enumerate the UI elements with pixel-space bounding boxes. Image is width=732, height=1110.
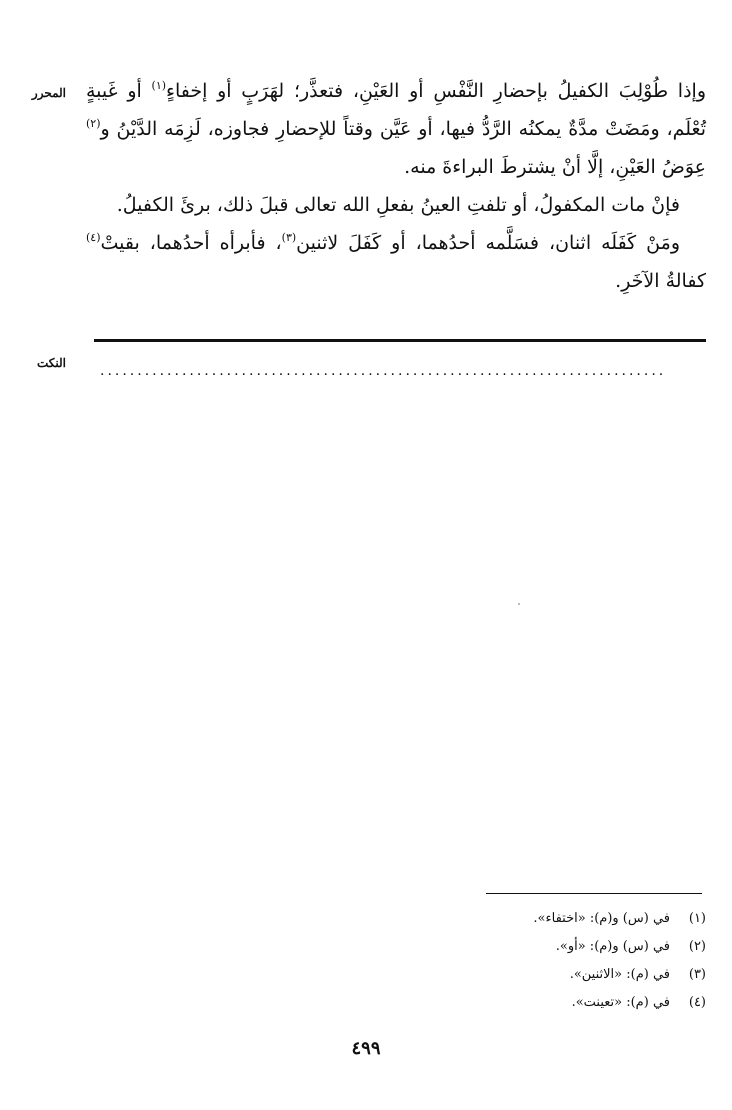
footnote-text: في (م): «الاثنين».: [569, 967, 670, 982]
footnote-2: [430, 933, 706, 961]
section-divider: [94, 339, 706, 342]
footnote-number: (٣): [688, 967, 706, 982]
footnote-text: في (س) و(م): «أو».: [555, 939, 670, 954]
paragraph-1-part-2: أو غَيبةٍ تُعْلَم، ومَضَتْ مدَّةٌ يمكنُه الرَّدُّ فيها، أو عَيَّن وقتاً للإحضارِ فجاوزه، لَزِمَه الدَّيْنُ و: [86, 80, 706, 140]
footnote-ref-2: (٢): [86, 117, 101, 130]
paragraph-1: [86, 72, 706, 186]
footnote-text: في (س) و(م): «اختفاء».: [533, 911, 670, 926]
footnotes: [430, 905, 706, 1017]
main-text: [86, 72, 706, 300]
footnote-4: [430, 989, 706, 1017]
footnote-1: [430, 905, 706, 933]
paragraph-2: فإنْ مات المكفولُ، أو تلفتِ العينُ بفعلِ الله تعالى قبلَ ذلك، برئَ الكفيلُ.: [116, 194, 680, 216]
margin-label-nukat: النكت: [36, 356, 66, 370]
paragraph-3-part-1: ومَنْ كَفَلَه اثنان، فسَلَّمه أحدُهما، أو كَفَلَ لاثنين: [296, 232, 681, 254]
footnote-ref-3: (٣): [281, 231, 297, 244]
paragraph-3-part-3: كفالةُ الآخَرِ.: [615, 270, 706, 292]
paragraph-3: [86, 224, 706, 300]
footnote-3: [430, 961, 706, 989]
page-number: ٤٩٩: [351, 1038, 381, 1059]
footnote-ref-1: (١): [151, 79, 167, 92]
footnote-number: (٤): [688, 995, 706, 1010]
footnote-number: (٢): [688, 939, 706, 954]
footnote-ref-4: (٤): [86, 231, 101, 244]
margin-label-muharrar: المحرر: [31, 86, 66, 100]
paragraph-1-part-1: وإذا طُوْلِبَ الكفيلُ بإحضارِ النَّفْسِ أو العَيْنِ، فتعذَّر؛ لهَرَبٍ أو إخفاءٍ: [166, 80, 707, 102]
footnote-number: (١): [688, 911, 706, 926]
paragraph-3-part-2: ، فأبرأه أحدُهما، بقيتْ: [100, 232, 282, 254]
footnote-text: في (م): «تعينت».: [571, 995, 670, 1010]
scan-speck: [518, 603, 520, 605]
paragraph-1-part-3: عِوَضُ العَيْنِ، إلَّا أنْ يشترطَ البراءةَ منه.: [404, 156, 706, 178]
footnote-divider: [486, 893, 702, 894]
dotted-placeholder-line: ............................................................................: [100, 366, 667, 376]
